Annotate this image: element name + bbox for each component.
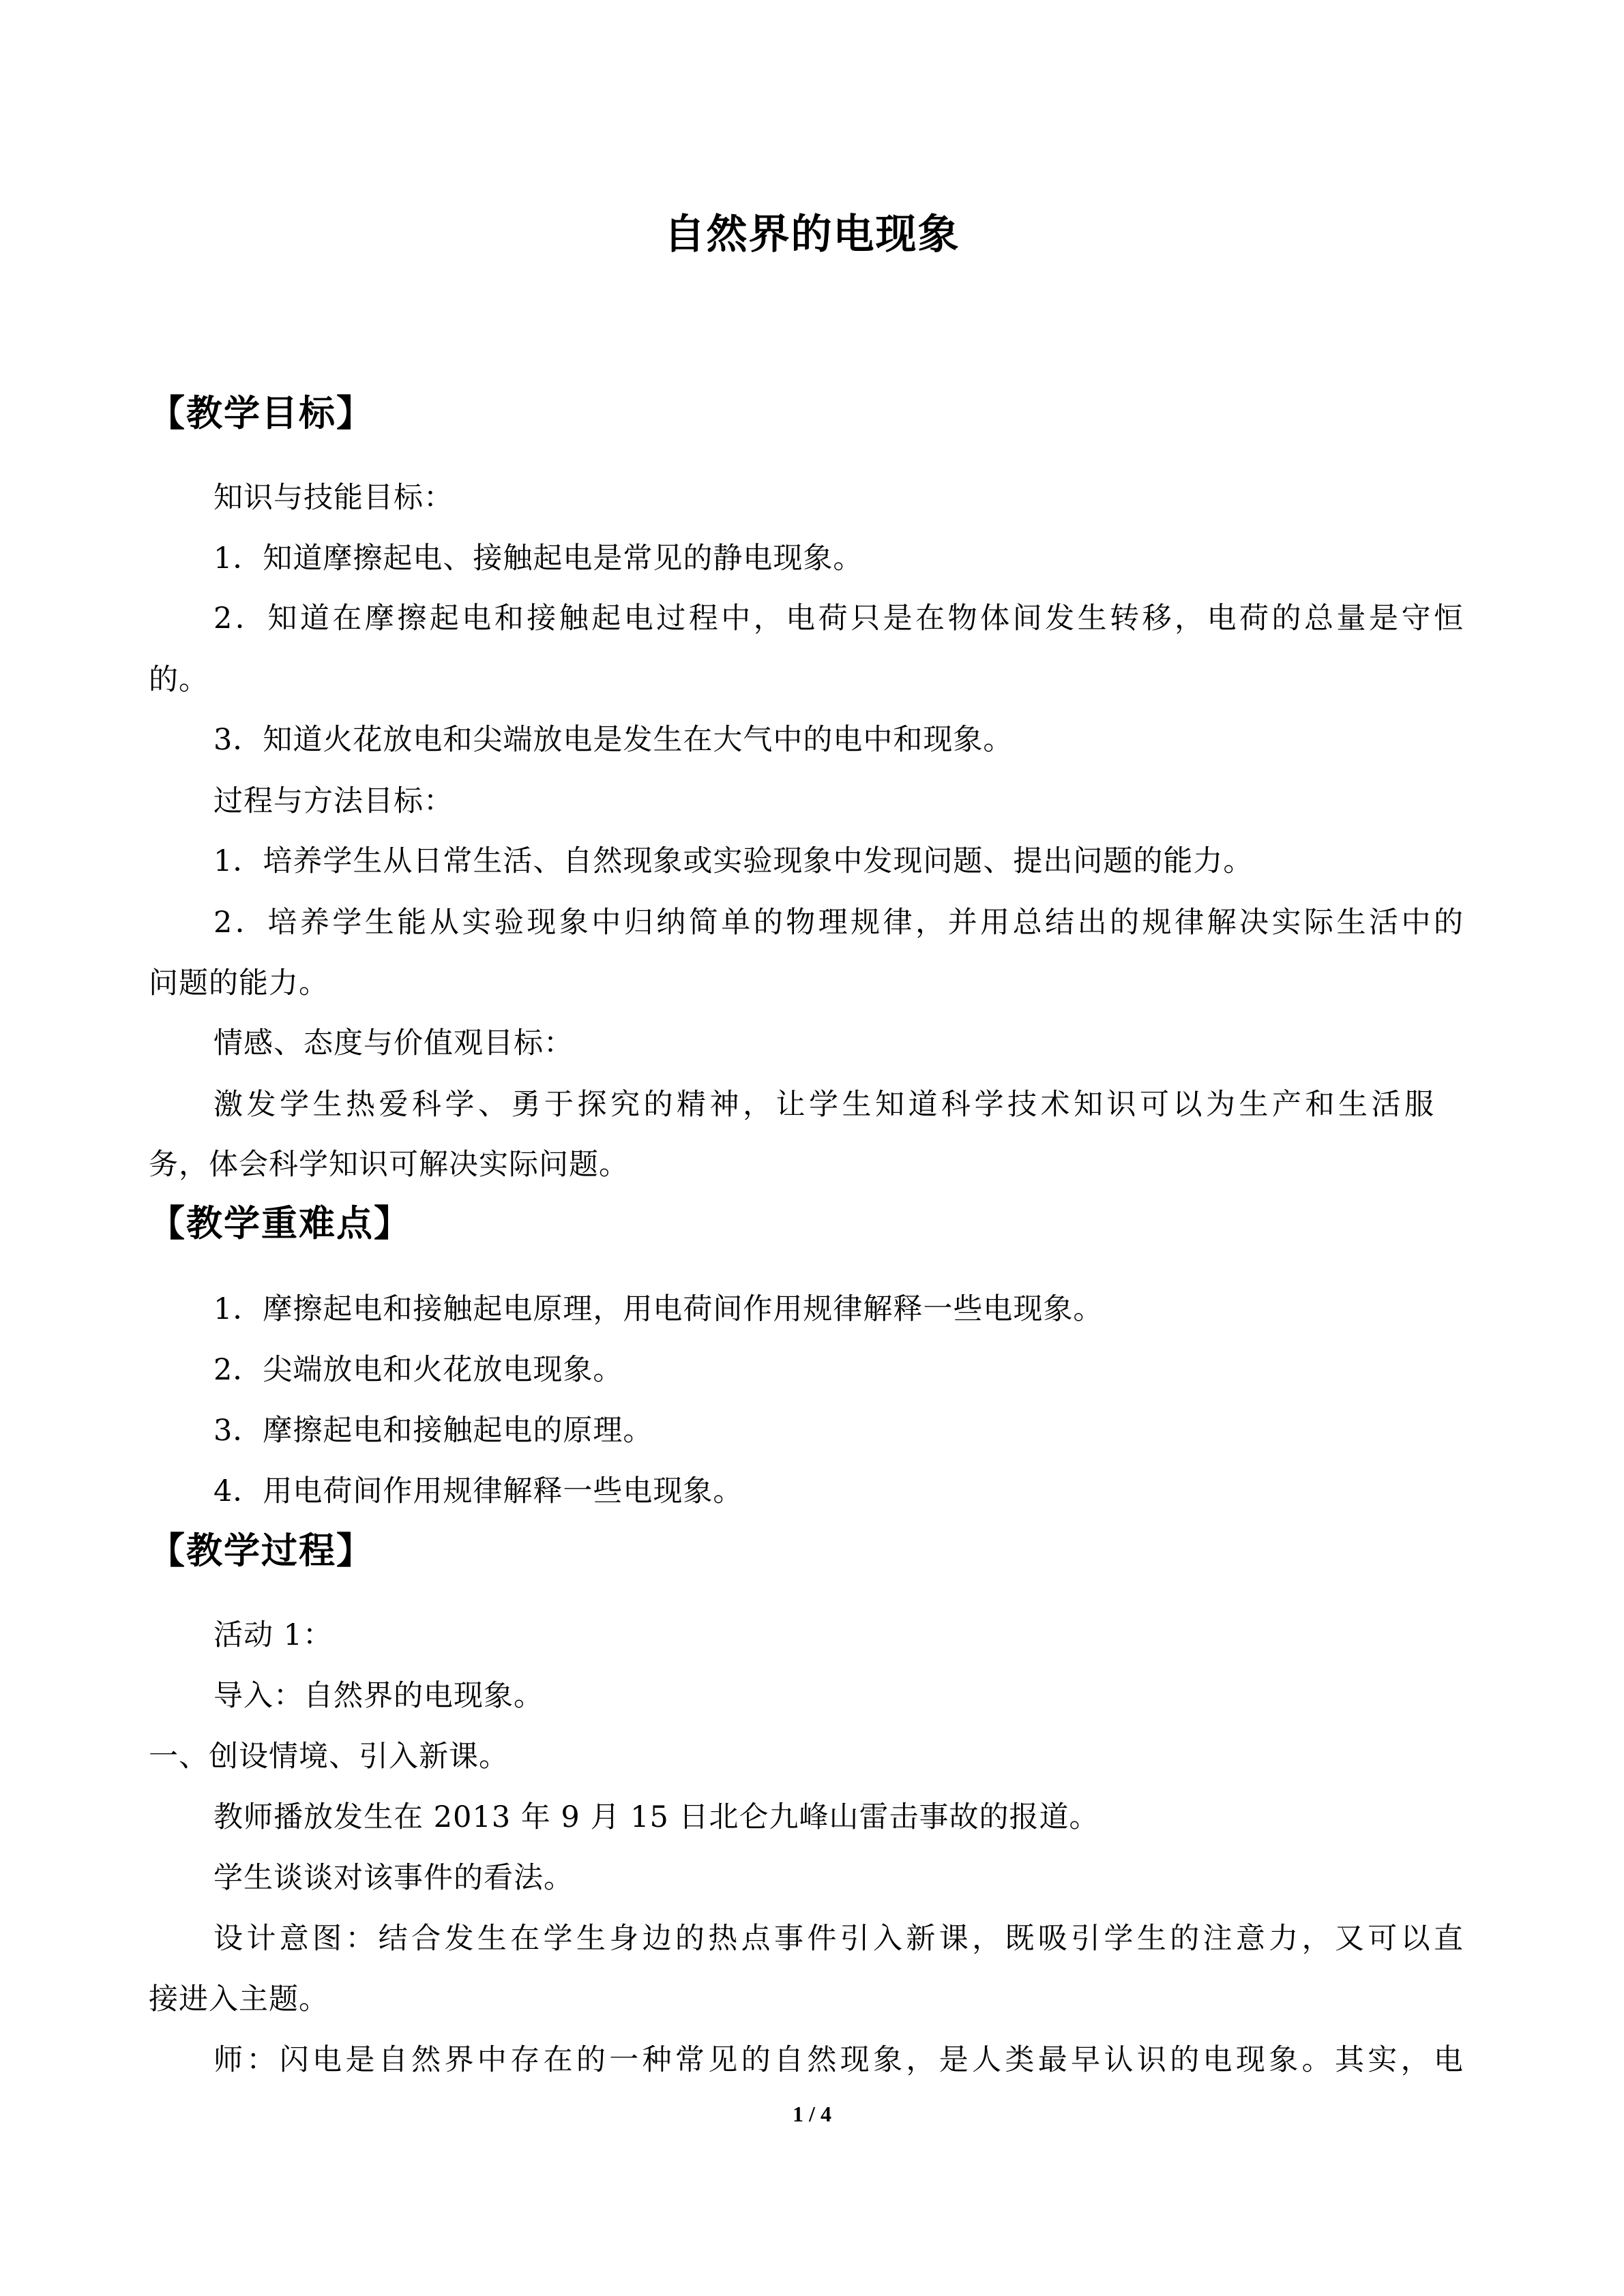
process-method-label: 过程与方法目标： bbox=[213, 784, 454, 818]
objective-k2-line1: 2．知道在摩擦起电和接触起电过程中，电荷只是在物体间发生转移，电荷的总量是守恒 bbox=[213, 601, 1464, 636]
teacher-play-line: 教师播放发生在 2013 年 9 月 15 日北仑九峰山雷击事故的报道。 bbox=[213, 1800, 1099, 1834]
heading-process: 【教学过程】 bbox=[149, 1530, 374, 1572]
key-point-1: 1．摩擦起电和接触起电原理，用电荷间作用规律解释一些电现象。 bbox=[213, 1292, 1104, 1326]
key-point-4: 4．用电荷间作用规律解释一些电现象。 bbox=[213, 1474, 743, 1508]
activity-label: 活动 1： bbox=[213, 1618, 334, 1652]
teacher-say-line: 师：闪电是自然界中存在的一种常见的自然现象，是人类最早认识的电现象。其实，电 bbox=[213, 2043, 1464, 2077]
section-1-heading: 一、创设情境、引入新课。 bbox=[149, 1740, 509, 1774]
knowledge-label: 知识与技能目标： bbox=[213, 481, 454, 515]
objective-a1-line1: 激发学生热爱科学、勇于探究的精神，让学生知道科学技术知识可以为生产和生活服 bbox=[213, 1088, 1434, 1122]
student-talk-line: 学生谈谈对该事件的看法。 bbox=[213, 1861, 574, 1895]
objective-k1: 1．知道摩擦起电、接触起电是常见的静电现象。 bbox=[213, 541, 863, 576]
heading-key-points: 【教学重难点】 bbox=[149, 1203, 411, 1244]
key-point-3: 3．摩擦起电和接触起电的原理。 bbox=[213, 1414, 653, 1448]
document-title: 自然界的电现象 bbox=[664, 211, 960, 258]
objective-a1-line2: 务，体会科学知识可解决实际问题。 bbox=[149, 1148, 629, 1182]
heading-objectives: 【教学目标】 bbox=[149, 393, 374, 434]
objective-p2-line1: 2．培养学生能从实验现象中归纳简单的物理规律，并用总结出的规律解决实际生活中的 bbox=[213, 906, 1464, 940]
page-number: 1 / 4 bbox=[793, 2102, 831, 2126]
intro-line: 导入：自然界的电现象。 bbox=[213, 1679, 544, 1713]
objective-p2-line2: 问题的能力。 bbox=[149, 966, 329, 1000]
objective-k2-line2: 的。 bbox=[149, 663, 209, 697]
key-point-2: 2．尖端放电和火花放电现象。 bbox=[213, 1353, 623, 1387]
attitude-label: 情感、态度与价值观目标： bbox=[213, 1026, 574, 1060]
objective-p1: 1．培养学生从日常生活、自然现象或实验现象中发现问题、提出问题的能力。 bbox=[213, 844, 1254, 878]
design-intent-line2: 接进入主题。 bbox=[149, 1982, 329, 2016]
design-intent-line1: 设计意图：结合发生在学生身边的热点事件引入新课，既吸引学生的注意力，又可以直 bbox=[213, 1922, 1464, 1956]
objective-k3: 3．知道火花放电和尖端放电是发生在大气中的电中和现象。 bbox=[213, 723, 1014, 757]
